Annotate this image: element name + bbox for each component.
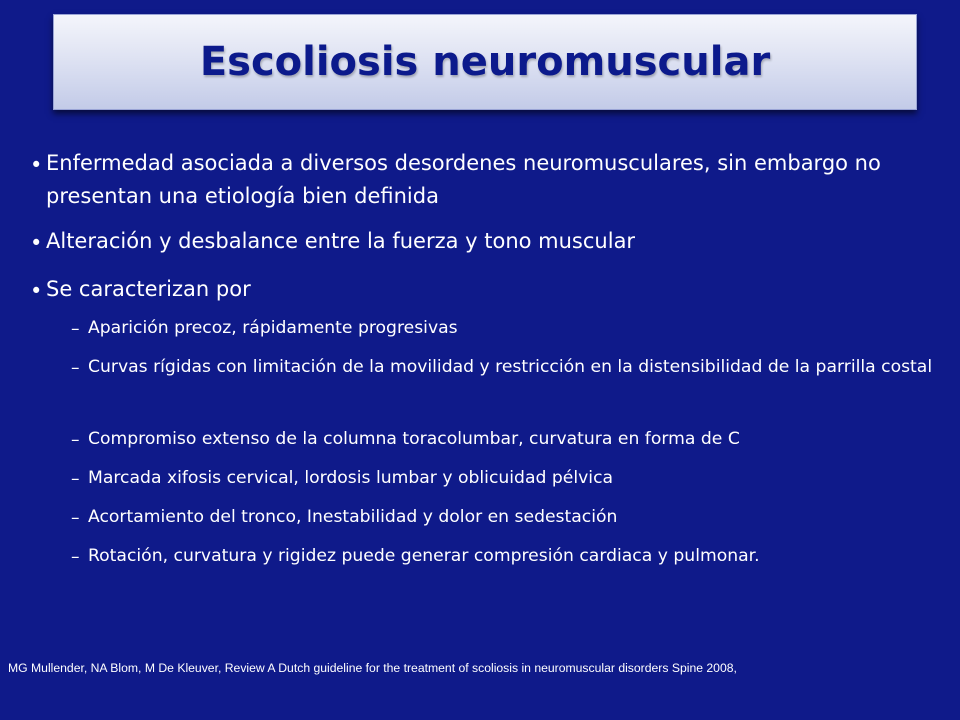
- bullet-marker: •: [30, 153, 43, 177]
- sub-item-3: Compromiso extenso de la columna toracolumbar, curvatura en forma de C: [88, 429, 740, 449]
- bullet-marker: •: [30, 231, 43, 255]
- sub-item-1: Aparición precoz, rápidamente progresivas: [88, 318, 458, 338]
- sub-item-marker: –: [71, 469, 80, 489]
- sub-item-marker: –: [71, 430, 80, 450]
- slide-title: Escoliosis neuromuscular: [199, 39, 771, 85]
- title-box: [53, 14, 917, 110]
- sub-item-5: Acortamiento del tronco, Inestabilidad y dolor en sedestación: [88, 507, 618, 527]
- sub-item-4: Marcada xifosis cervical, lordosis lumbar y oblicuidad pélvica: [88, 468, 614, 488]
- bullet-marker: •: [30, 279, 43, 303]
- bullet-item-2: Alteración y desbalance entre la fuerza y tono muscular: [46, 229, 636, 253]
- citation: MG Mullender, NA Blom, M De Kleuver, Review A Dutch guideline for the treatment of scoliosis in neuromuscular disorders Spine 2008,: [8, 661, 737, 675]
- bullet-item-3: Se caracterizan por: [46, 277, 251, 301]
- sub-item-2: Curvas rígidas con limitación de la movilidad y restricción en la distensibilidad de la parrilla costal: [88, 357, 933, 377]
- bullet-item-1: Enfermedad asociada a diversos desordenes neuromusculares, sin embargo no presentan una etiología bien definida: [46, 151, 881, 208]
- sub-item-marker: –: [71, 319, 80, 339]
- sub-item-marker: –: [71, 508, 80, 528]
- sub-item-marker: –: [71, 358, 80, 378]
- sub-item-6: Rotación, curvatura y rigidez puede generar compresión cardiaca y pulmonar.: [88, 546, 760, 566]
- sub-item-marker: –: [71, 547, 80, 567]
